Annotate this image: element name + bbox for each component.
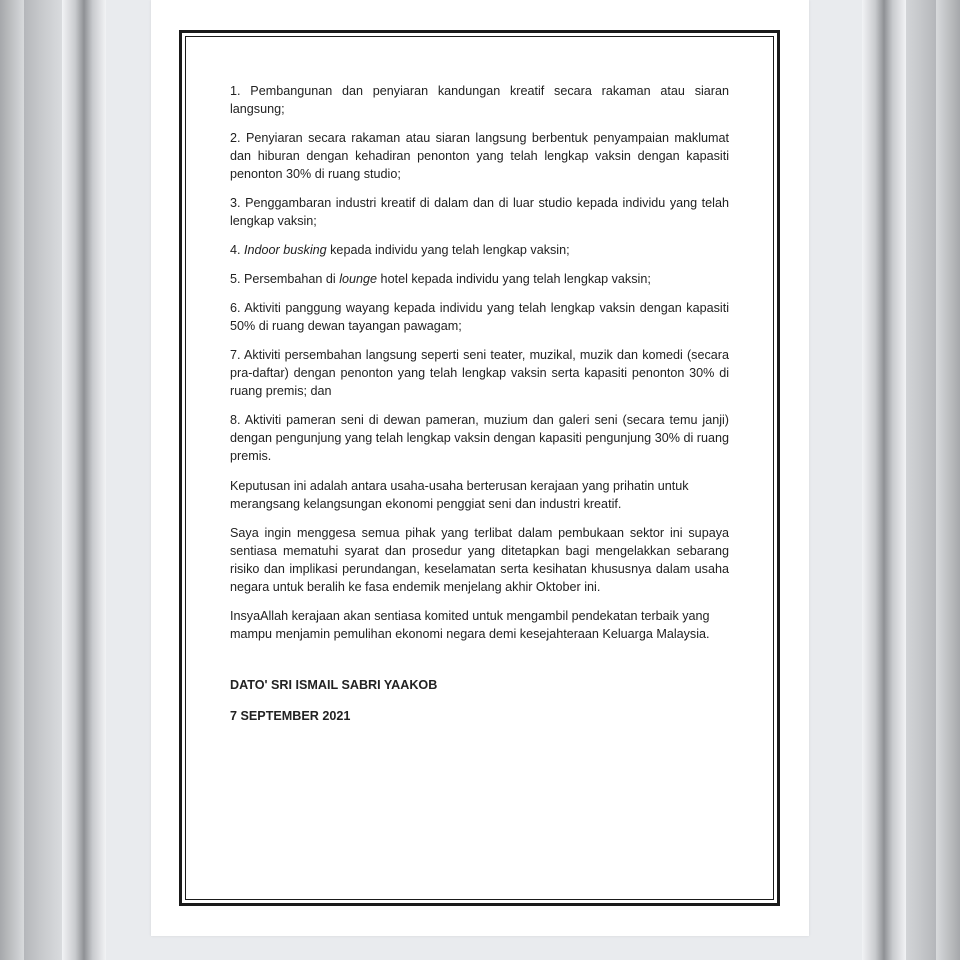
signature-date: 7 SEPTEMBER 2021: [230, 709, 351, 723]
list-item: 2. Penyiaran secara rakaman atau siaran langsung berbentuk penyampaian maklumat dan hiburan dengan kehadiran penonton yang telah lengkap vaksin dengan kapasiti penonton 30% di ruang studio;: [230, 131, 730, 181]
italic-term: lounge: [339, 272, 378, 286]
list-item: 7. Aktiviti persembahan langsung seperti seni teater, muzikal, muzik dan komedi (secara pra-daftar) dengan penonton yang telah lengkap vaksin serta kapasiti penonton 30% di ruang premis; dan: [230, 348, 729, 398]
document-page: [151, 0, 809, 936]
list-item: 8. Aktiviti pameran seni di dewan pameran, muzium dan galeri seni (secara temu janji) dengan pengunjung yang telah lengkap vaksin dengan kapasiti pengunjung 30% di ruang premis.: [230, 413, 729, 463]
list-item: 4. Indoor busking kepada individu yang telah lengkap vaksin;: [230, 243, 570, 257]
left-metal-bar: [62, 0, 106, 960]
italic-term: Indoor busking: [244, 243, 327, 257]
left-edge-shadow: [0, 0, 24, 960]
list-item: 1. Pembangunan dan penyiaran kandungan kreatif secara rakaman atau siaran langsung;: [230, 84, 729, 116]
list-item: 5. Persembahan di lounge hotel kepada individu yang telah lengkap vaksin;: [230, 272, 651, 286]
document-body: [230, 82, 729, 736]
right-metal-bar: [862, 0, 906, 960]
body-paragraph: InsyaAllah kerajaan akan sentiasa komited untuk mengambil pendekatan terbaik yang mampu menjamin pemulihan ekonomi negara demi kesejahteraan Keluarga Malaysia.: [230, 609, 710, 641]
list-item: 3. Penggambaran industri kreatif di dalam dan di luar studio kepada individu yang telah lengkap vaksin;: [230, 196, 729, 228]
list-item: 6. Aktiviti panggung wayang kepada individu yang telah lengkap vaksin dengan kapasiti 50% di ruang dewan tayangan pawagam;: [230, 301, 729, 333]
signatory-name: DATO' SRI ISMAIL SABRI YAAKOB: [230, 678, 438, 692]
body-paragraph: Saya ingin menggesa semua pihak yang terlibat dalam pembukaan sektor ini supaya sentiasa mematuhi syarat dan prosedur yang ditetapkan bagi mengelakkan sebarang risiko dan implikasi perundangan, keselamatan serta kesihatan khususnya dalam usaha negara untuk beralih ke fasa endemik menjelang akhir Oktober ini.: [230, 526, 729, 594]
numbered-list: [230, 82, 729, 465]
body-paragraph: Keputusan ini adalah antara usaha-usaha berterusan kerajaan yang prihatin untuk merangsang kelangsungan ekonomi penggiat seni dan industri kreatif.: [230, 479, 689, 511]
right-edge-shadow: [936, 0, 960, 960]
